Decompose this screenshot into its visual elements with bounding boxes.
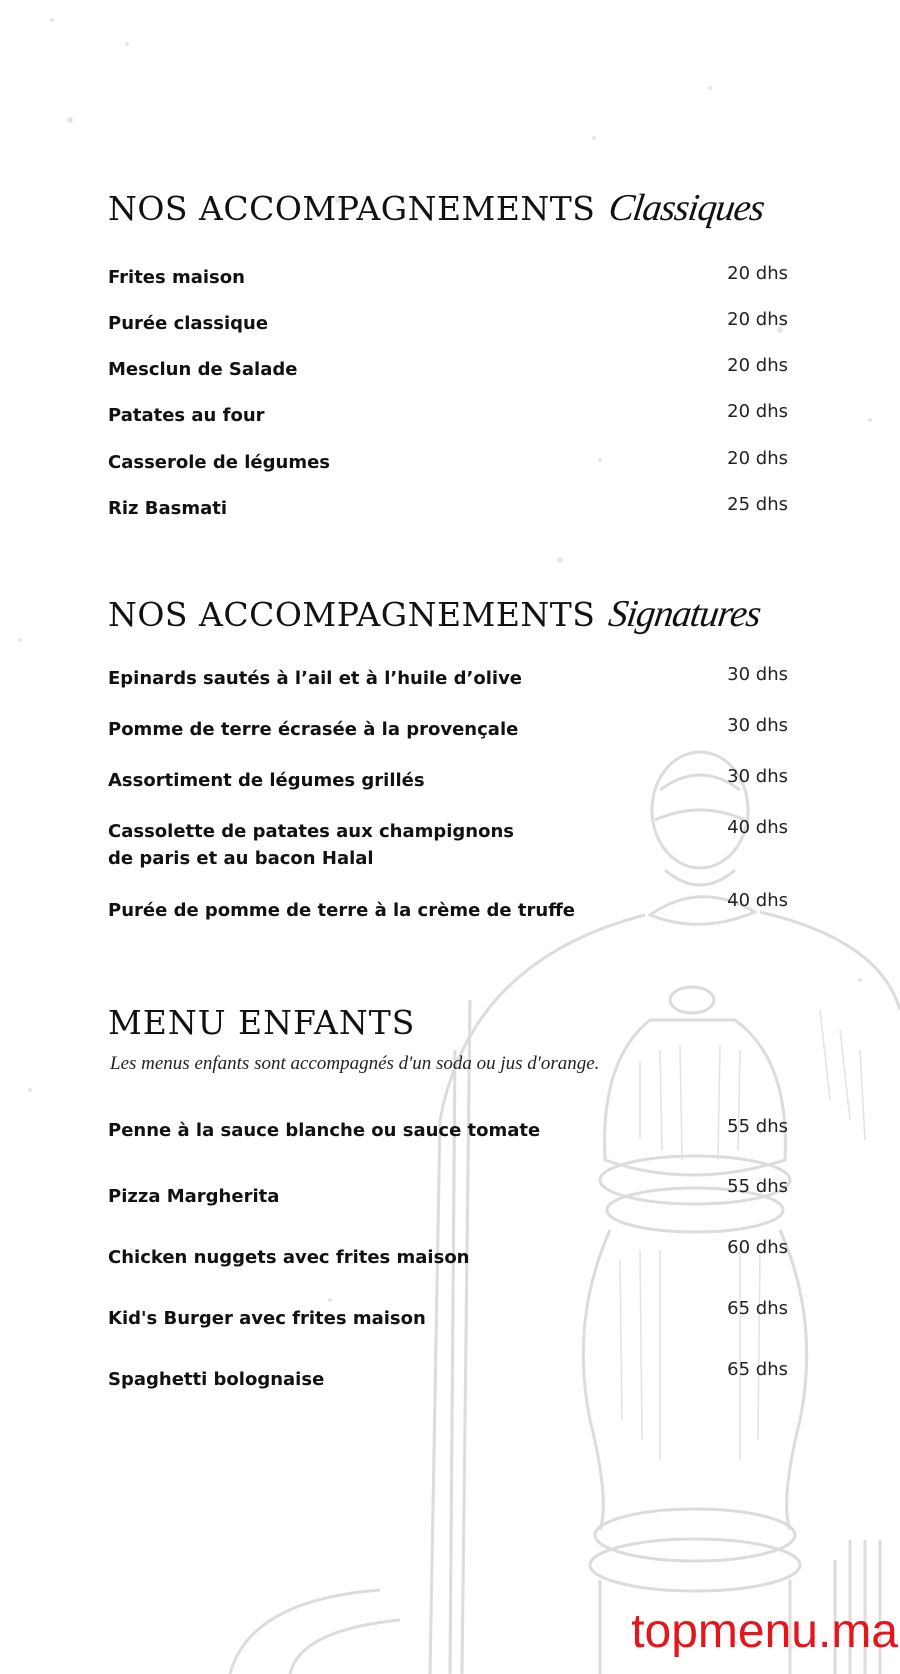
item-name: Pizza Margherita <box>108 1186 280 1207</box>
item-name: Casserole de légumes <box>108 452 330 473</box>
item-price: 60 dhs <box>727 1237 788 1258</box>
item-name: Epinards sautés à l’ail et à l’huile d’olive <box>108 668 523 689</box>
item-price: 30 dhs <box>727 715 788 736</box>
item-name: Chicken nuggets avec frites maison <box>108 1247 470 1268</box>
item-price: 20 dhs <box>727 401 788 422</box>
item-price: 20 dhs <box>727 263 788 284</box>
item-price: 40 dhs <box>727 890 788 911</box>
item-price: 55 dhs <box>727 1176 788 1197</box>
item-price: 20 dhs <box>727 309 788 330</box>
item-price: 20 dhs <box>727 448 788 469</box>
watermark-link[interactable]: topmenu.ma <box>631 1605 898 1658</box>
item-name: Purée classique <box>108 313 269 334</box>
item-price: 20 dhs <box>727 355 788 376</box>
item-price: 25 dhs <box>727 494 788 515</box>
section-title-script: Signatures <box>606 593 764 635</box>
kids-menu-note: Les menus enfants sont accompagnés d'un soda ou jus d'orange. <box>110 1053 600 1074</box>
item-name: Purée de pomme de terre à la crème de truffe <box>108 900 575 921</box>
section-title-signatures <box>108 592 764 636</box>
item-name-line1: Cassolette de patates aux champignons <box>108 821 515 842</box>
section-title-script: Classiques <box>606 187 768 229</box>
section-title-menu-enfants <box>108 1003 415 1042</box>
section-title-classiques <box>108 186 768 230</box>
item-name: Mesclun de Salade <box>108 359 298 380</box>
section-title-main: MENU ENFANTS <box>108 1003 416 1042</box>
item-price: 30 dhs <box>727 664 788 685</box>
item-price: 55 dhs <box>727 1116 788 1137</box>
item-price: 30 dhs <box>727 766 788 787</box>
item-name: Kid's Burger avec frites maison <box>108 1308 426 1329</box>
section-title-main: NOS ACCOMPAGNEMENTS <box>108 595 596 634</box>
item-name: Pomme de terre écrasée à la provençale <box>108 719 519 740</box>
item-price: 65 dhs <box>727 1298 788 1319</box>
item-price: 40 dhs <box>727 817 788 838</box>
item-name: Patates au four <box>108 405 265 426</box>
item-name: Penne à la sauce blanche ou sauce tomate <box>108 1120 541 1141</box>
item-name: Riz Basmati <box>108 498 228 519</box>
item-price: 65 dhs <box>727 1359 788 1380</box>
item-name: Spaghetti bolognaise <box>108 1369 325 1390</box>
item-name: Assortiment de légumes grillés <box>108 770 425 791</box>
item-name-line2: de paris et au bacon Halal <box>108 848 374 869</box>
section-title-main: NOS ACCOMPAGNEMENTS <box>108 189 596 228</box>
item-name: Frites maison <box>108 267 245 288</box>
